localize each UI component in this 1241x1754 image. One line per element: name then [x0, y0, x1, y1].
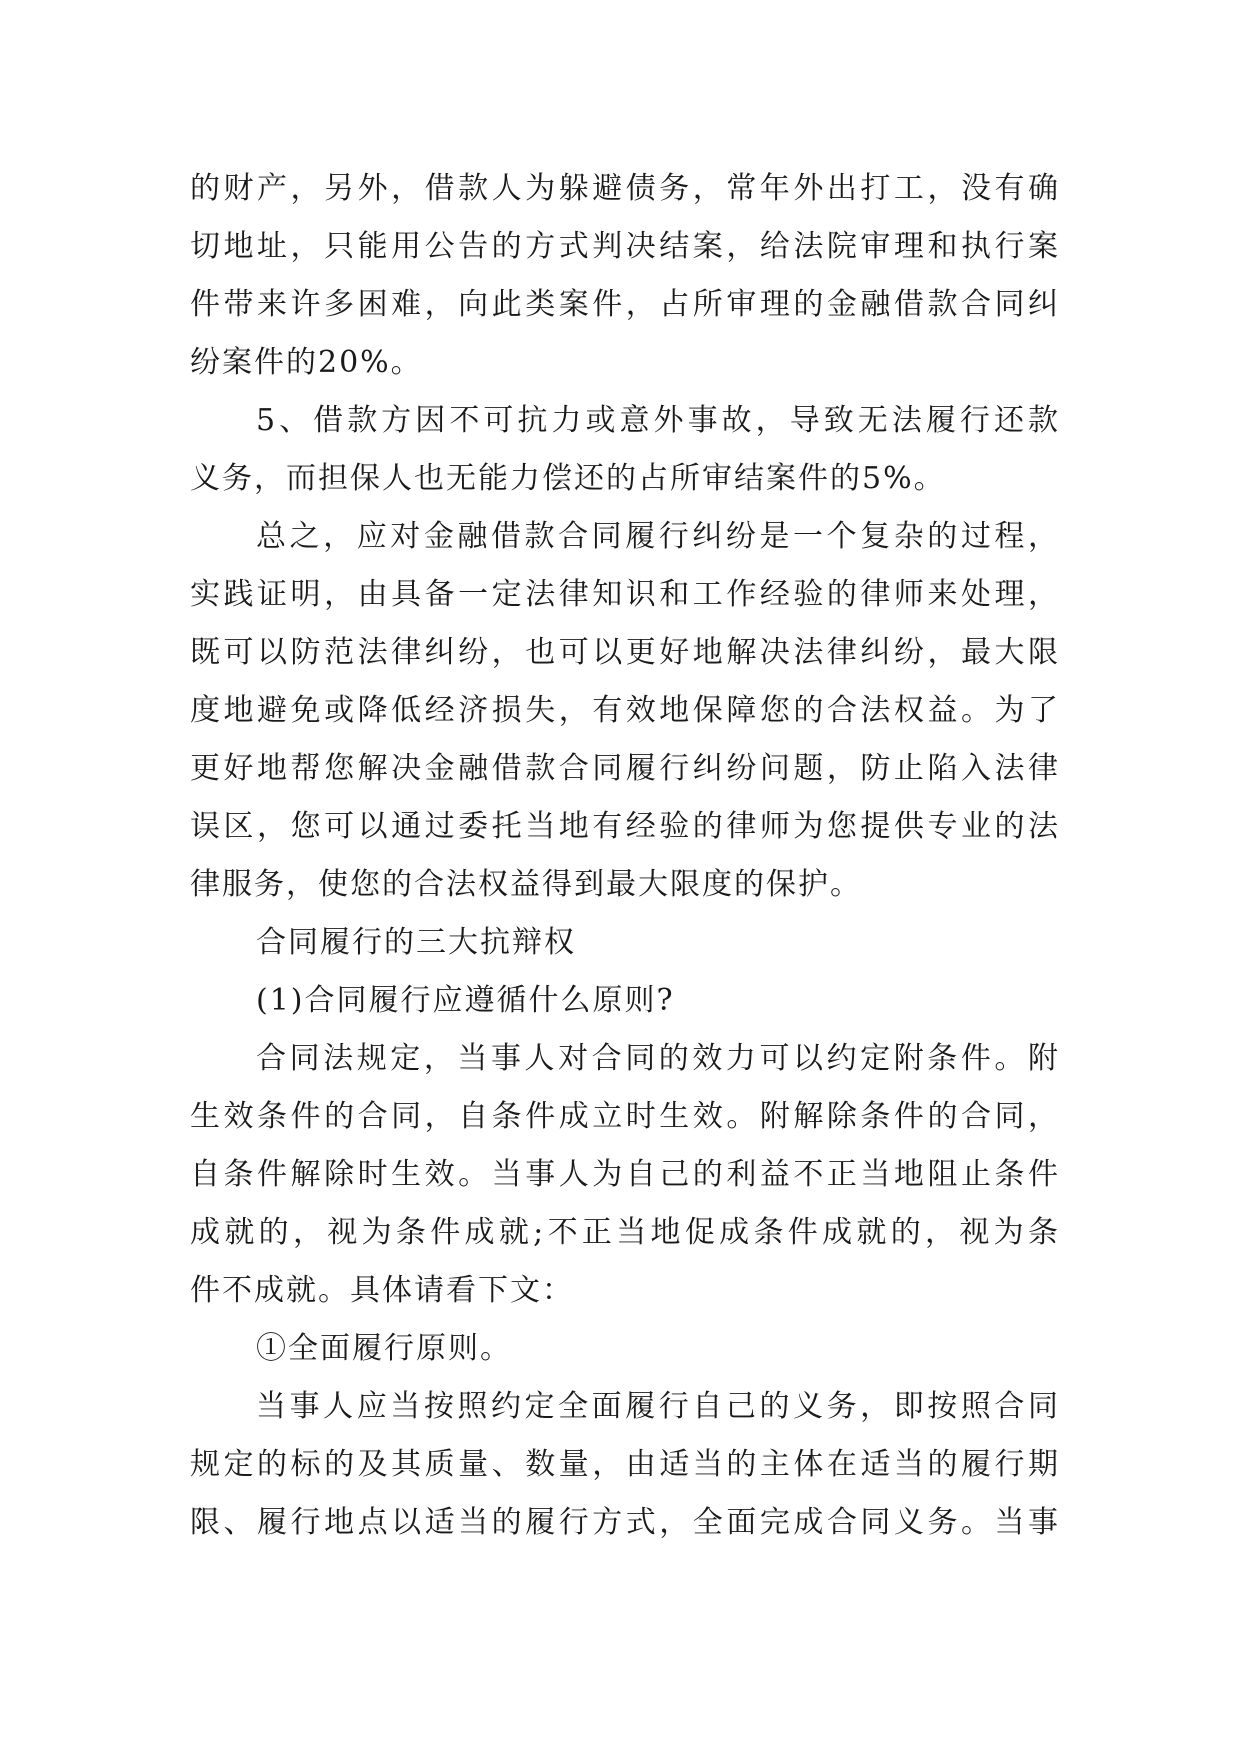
- text-line: 义务，而担保人也无能力偿还的占所审结案件的5%。: [190, 461, 946, 496]
- text-line: 限、履行地点以适当的履行方式，全面完成合同义务。当事: [190, 1505, 1060, 1540]
- text-line: 当事人应当按照约定全面履行自己的义务，即按照合同: [256, 1389, 1060, 1424]
- text-line: 合同履行的三大抗辩权: [256, 925, 576, 960]
- text-line: 误区，您可以通过委托当地有经验的律师为您提供专业的法: [190, 809, 1060, 844]
- text-line: 的财产，另外，借款人为躲避债务，常年外出打工，没有确: [190, 171, 1060, 206]
- text-line: 既可以防范法律纠纷，也可以更好地解决法律纠纷，最大限: [190, 635, 1060, 670]
- text-line: 自条件解除时生效。当事人为自己的利益不正当地阻止条件: [190, 1157, 1060, 1192]
- text-line: 规定的标的及其质量、数量，由适当的主体在适当的履行期: [190, 1447, 1060, 1482]
- text-line: 纷案件的20%。: [190, 345, 423, 380]
- text-line: 实践证明，由具备一定法律知识和工作经验的律师来处理，: [190, 577, 1060, 612]
- text-line: ①全面履行原则。: [256, 1331, 512, 1366]
- text-line: 律服务，使您的合法权益得到最大限度的保护。: [190, 867, 862, 902]
- text-line: 更好地帮您解决金融借款合同履行纠纷问题，防止陷入法律: [190, 751, 1060, 786]
- text-line: 度地避免或降低经济损失，有效地保障您的合法权益。为了: [190, 693, 1060, 728]
- text-line: (1)合同履行应遵循什么原则?: [256, 983, 675, 1018]
- text-line: 生效条件的合同，自条件成立时生效。附解除条件的合同，: [190, 1099, 1060, 1134]
- text-line: 切地址，只能用公告的方式判决结案，给法院审理和执行案: [190, 229, 1060, 264]
- text-line: 总之，应对金融借款合同履行纠纷是一个复杂的过程，: [256, 519, 1060, 554]
- text-line: 合同法规定，当事人对合同的效力可以约定附条件。附: [256, 1041, 1060, 1076]
- text-line: 件带来许多困难，向此类案件，占所审理的金融借款合同纠: [190, 287, 1060, 322]
- text-line: 件不成就。具体请看下文：: [190, 1273, 574, 1308]
- document-body: [190, 160, 1060, 1552]
- text-line: 成就的，视为条件成就;不正当地促成条件成就的，视为条: [190, 1215, 1060, 1250]
- text-line: 5、借款方因不可抗力或意外事故，导致无法履行还款: [256, 403, 1060, 438]
